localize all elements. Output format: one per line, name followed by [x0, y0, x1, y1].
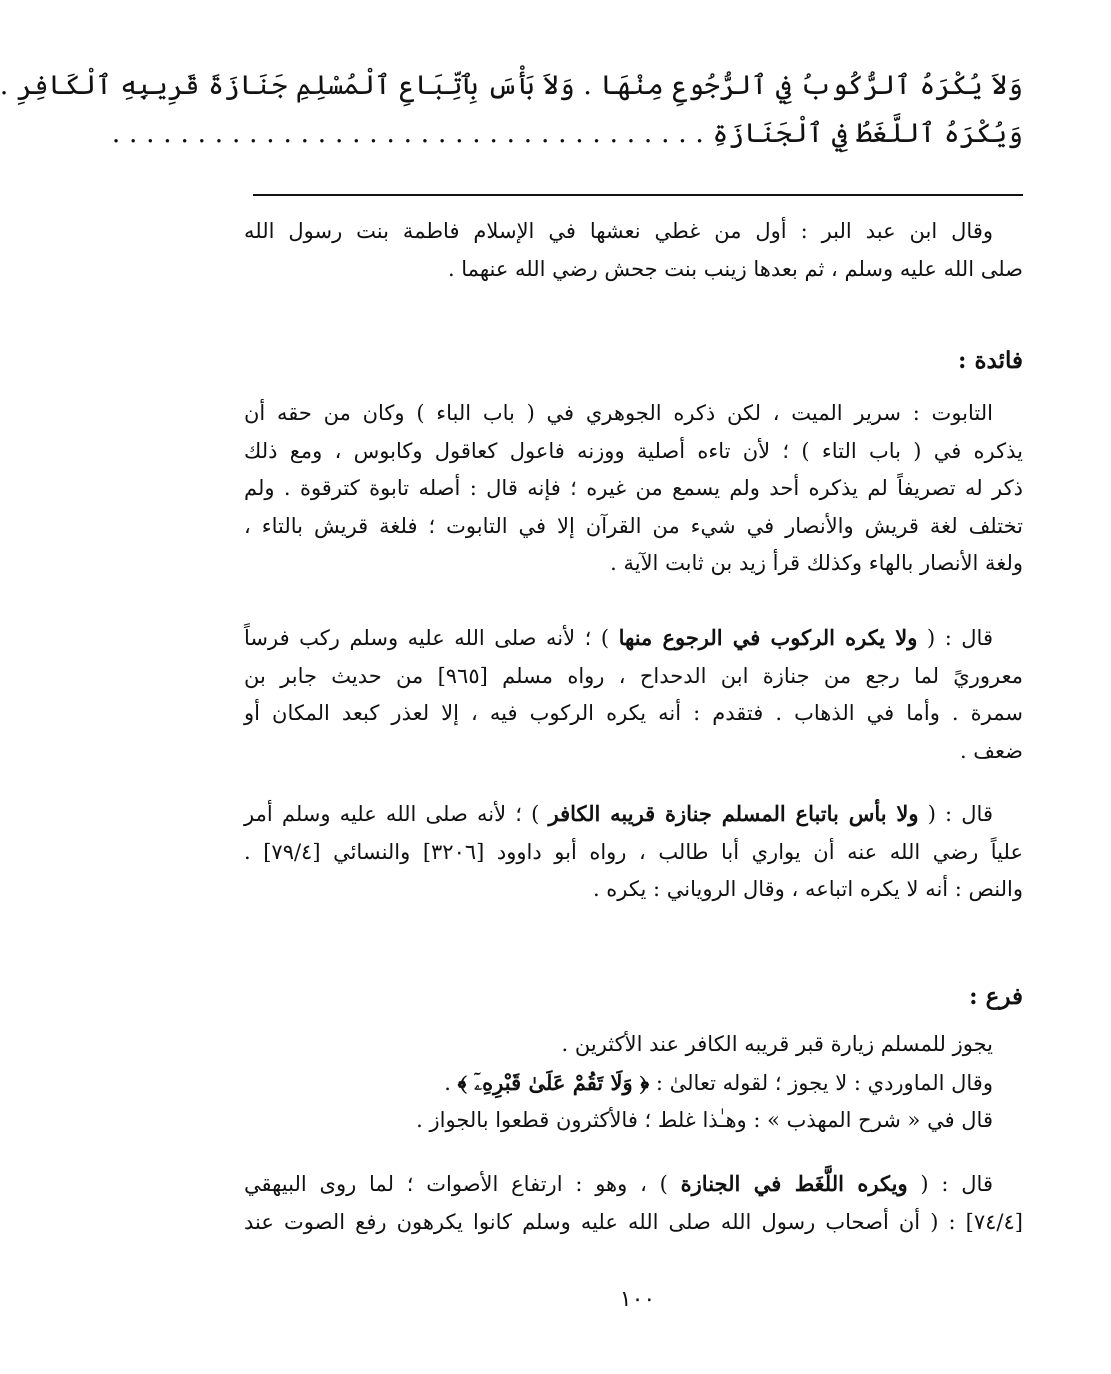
faida-line-3: ذكر له تصريفاً لم يذكره أحد ولم يسمع من غيره ؛ فإنه قال : أصله تابوة كترقوة . ولم	[244, 476, 1023, 500]
matn-block	[0, 62, 1023, 158]
qala2-line-3: والنص : أنه لا يكره اتباعه ، وقال الروياني : يكره .	[592, 877, 1023, 901]
far-line-2-text: وقال الماوردي : لا يجوز ؛ لقوله تعالىٰ :	[649, 1070, 993, 1095]
note-block	[244, 213, 1023, 288]
faida-line-2: يذكره في ( باب التاء ) ؛ لأن تاءه أصلية ووزنه فاعول كعاقول وكابوس ، ومع ذلك	[244, 438, 1023, 463]
qala3-line-1	[244, 1165, 1023, 1204]
quran-verse: ﴿ وَلَا تَقُمْ عَلَىٰ قَبْرِهِۦٓ ﴾	[457, 1069, 650, 1095]
faida-line-1: التابوت : سرير الميت ، لكن ذكره الجوهري في ( باب الباء ) وكان من حقه أن	[244, 401, 993, 425]
qala1-intro: قال : (	[917, 626, 993, 650]
far-heading	[244, 978, 1023, 1016]
qala1-block	[244, 619, 1023, 770]
faida-heading-text: فائدة :	[957, 347, 1023, 374]
faida-line-5: ولغة الأنصار بالهاء وكذلك قرأ زيد بن ثابت الآية .	[610, 551, 1023, 575]
qala2-rest: ) ؛ لأنه صلى الله عليه وسلم أمر	[244, 802, 549, 826]
far-line-2-end: .	[444, 1070, 458, 1095]
matn-dots: . . . . . . . . . . . . . . . . . . . . . . . . . . . . . . . . . . .	[111, 118, 704, 149]
qala1-line-2: معروريً لما رجع من جنازة ابن الدحداح ، رواه مسلم [٩٦٥] من حديث جابر بن	[244, 663, 1023, 688]
faida-heading	[244, 342, 1023, 380]
far-block	[244, 1026, 1023, 1140]
qala1-matn: ولا يكره الركوب في الرجوع منها	[618, 625, 918, 650]
far-line-2	[244, 1064, 1023, 1103]
far-line-3: قال في « شرح المهذب » : وهـٰذا غلط ؛ فالأكثرون قطعوا بالجواز .	[416, 1108, 993, 1132]
qala3-line-2: [٧٤/٤] : ( أن أصحاب رسول الله صلى الله عليه وسلم كانوا يكرهون رفع الصوت عند	[244, 1209, 1023, 1234]
matn-line-2-text: وَيُكْرَهُ ٱللَّغَطُ فِي ٱلْجَنَازَةِ	[712, 118, 1023, 149]
faida-block	[244, 395, 1023, 583]
qala2-block	[244, 795, 1023, 909]
faida-line-4: تختلف لغة قريش والأنصار في شيء من القرآن إلا في التابوت ؛ فلغة قريش بالتاء ،	[244, 513, 1023, 538]
page-number: ١٠٠	[619, 1287, 656, 1312]
qala3-matn: ويكره اللَّغَط في الجنازة	[680, 1171, 908, 1196]
qala2-line-2: علياً رضي الله عنه أن يواري أبا طالب ، رواه أبو داوود [٣٢٠٦] والنسائي [٧٩/٤] .	[244, 839, 1023, 864]
far-line-1: يجوز للمسلم زيارة قبر قريبه الكافر عند الأكثرين .	[561, 1032, 993, 1056]
note-line-1: وقال ابن عبد البر : أول من غطي نعشها في الإسلام فاطمة بنت رسول الله	[244, 219, 993, 243]
separator-rule	[253, 194, 1023, 196]
note-line-2: صلى الله عليه وسلم ، ثم بعدها زينب بنت جحش رضي الله عنهما .	[447, 256, 1023, 281]
matn-line-2	[111, 110, 1023, 158]
qala3-block	[244, 1165, 1023, 1241]
matn-line-1: وَلاَ يُكْرَهُ ٱلرُّكُوبُ فِي ٱلرُّجُوعِ مِنْهَا . وَلاَ بَأْسَ بِٱتِّبَاعِ ٱلْمُسْلِمِ جَنَازَةَ قَرِيبِهِ ٱلْكَافِرِ .	[0, 70, 1023, 101]
qala2-matn: ولا بأس باتباع المسلم جنازة قريبه الكافر	[548, 801, 919, 826]
qala1-line-4: ضعف .	[959, 738, 1023, 763]
far-heading-text: فرع :	[969, 983, 1023, 1010]
qala1-line-3: سمرة . وأما في الذهاب . فتقدم : أنه يكره الركوب فيه ، إلا لعذر كبعد المكان أو	[244, 701, 1023, 725]
qala3-intro: قال : (	[907, 1172, 993, 1196]
qala2-intro: قال : (	[918, 802, 993, 826]
qala1-line-1	[244, 619, 1023, 658]
qala1-rest: ) ؛ لأنه صلى الله عليه وسلم ركب فرساً	[244, 626, 619, 650]
qala3-rest: ) ، وهو : ارتفاع الأصوات ؛ لما روى البيهقي	[244, 1172, 681, 1196]
qala2-line-1	[244, 795, 1023, 834]
